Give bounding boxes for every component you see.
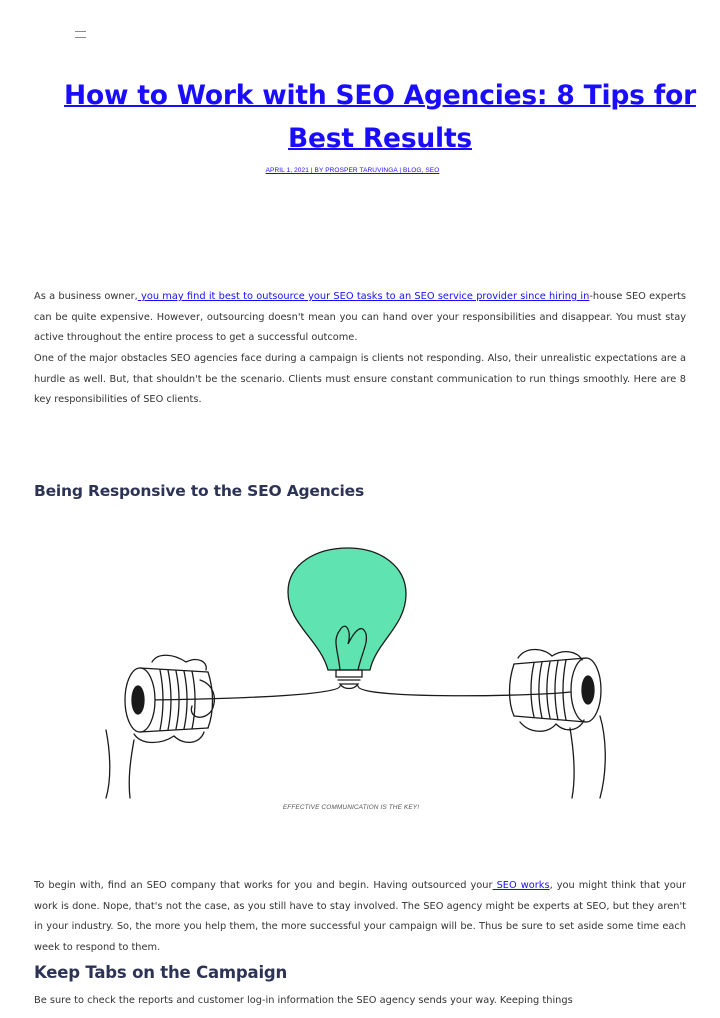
intro-paragraph-1 [34, 287, 686, 349]
responsive-text-start: To begin with, find an SEO company that works for you and begin. Having outsourced your [34, 880, 493, 891]
section-heading-keep-tabs: Keep Tabs on the Campaign [34, 963, 288, 982]
outsource-seo-link[interactable]: you may find it best to outsource your SEO tasks to an SEO service provider since hiring in [137, 291, 590, 302]
intro-text-end: -house SEO experts can be quite expensive. However, outsourcing doesn't mean you can hand over your responsibilities and disappear. You must stay active throughout the entire process to get a successful outcome. [34, 291, 686, 343]
section-heading-responsive: Being Responsive to the SEO Agencies [34, 482, 364, 500]
image-caption: EFFECTIVE COMMUNICATION IS THE KEY! [282, 804, 420, 811]
responsive-text-end: , you might think that your work is done. Nope, that's not the case, as you still have to stay involved. The SEO agency might be experts at SEO, but they aren't in your industry. So, the more you help them, the more successful your campaign will be. Thus be sure to set aside some time each week to respond to them. [34, 880, 686, 953]
responsive-paragraph [34, 876, 686, 958]
article-title [60, 74, 700, 160]
keep-tabs-paragraph: Be sure to check the reports and customer log-in information the SEO agency sends your way. Keeping things [34, 995, 573, 1006]
hamburger-menu-icon[interactable] [75, 31, 86, 38]
lightbulb-icon [138, 548, 570, 700]
intro-paragraph-2: One of the major obstacles SEO agencies face during a campaign is clients not responding. Also, their unrealistic expectations are a hurdle as well. But, that shouldn't be the scenario. Clients must ensure constant communication to run things smoothly. Here are 8 key responsibilities of SEO clients. [34, 353, 686, 405]
intro-text-start: As a business owner, [34, 291, 138, 302]
right-tin-can-icon [510, 650, 606, 799]
communication-illustration [100, 540, 620, 800]
seo-works-link[interactable]: SEO works [492, 880, 550, 891]
article-meta[interactable]: APRIL 1, 2021 | BY PROSPER TARUVINGA | BLOG, SEO [265, 167, 440, 174]
article-title-link[interactable]: How to Work with SEO Agencies: 8 Tips for Best Results [64, 80, 696, 154]
left-tin-can-icon [106, 655, 214, 798]
